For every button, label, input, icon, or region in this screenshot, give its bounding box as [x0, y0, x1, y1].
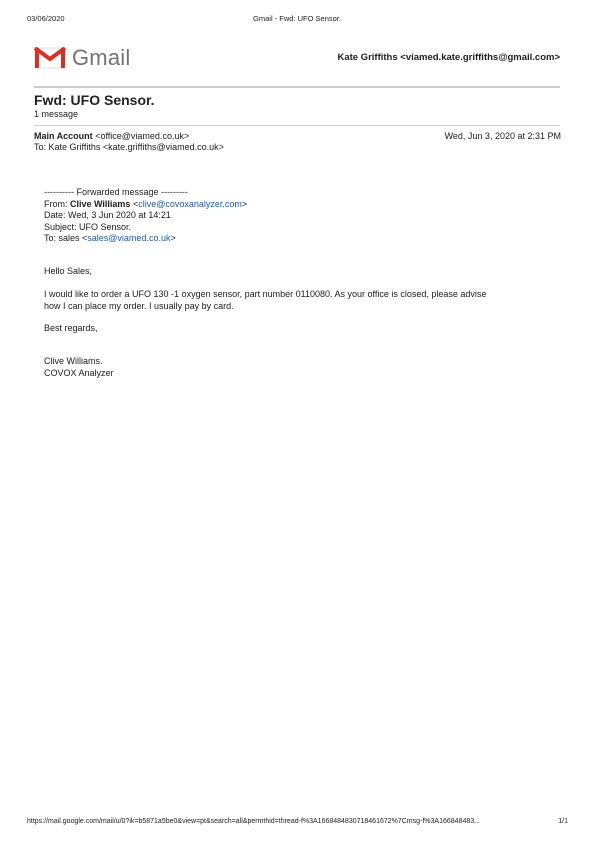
forwarded-to-email-link[interactable]: sales@viamed.co.uk	[87, 233, 171, 243]
forwarded-from-email-link[interactable]: clive@covoxanalyzer.com	[138, 198, 242, 209]
forwarded-date: Date: Wed, 3 Jun 2020 at 14:21	[44, 210, 171, 220]
forwarded-separator: ---------- Forwarded message ---------	[44, 187, 188, 197]
body-line-1: I would like to order a UFO 130 -1 oxygen sensor, part number 0110080. As your office is closed, please advise	[44, 289, 487, 299]
signature-company: COVOX Analyzer	[44, 367, 114, 378]
print-date: 03/06/2020	[27, 14, 65, 23]
body-greeting: Hello Sales,	[44, 266, 93, 276]
signature-name: Clive Williams.	[44, 356, 103, 366]
footer-url: https://mail.google.com/mail/u/0?ik=b5871a5be0&view=pt&search=all&permthid=thread-f%3A1668484830718461672%7Cmsg-f%3A166848483...	[27, 818, 480, 825]
message-sender	[34, 131, 189, 141]
account-name: Kate Griffiths <viamed.kate.griffiths@gmail.com>	[337, 52, 560, 63]
forwarded-from: From: Clive Williams <clive@covoxanalyzer.com>	[44, 198, 248, 209]
forwarded-to: To: sales <sales@viamed.co.uk>	[44, 233, 176, 243]
forwarded-from-name: Clive Williams	[70, 198, 131, 209]
body-closing: Best regards,	[44, 323, 98, 333]
print-title: Gmail - Fwd: UFO Sensor.	[253, 14, 341, 23]
gmail-logo[interactable]	[34, 44, 134, 72]
sender-name: Main Account	[34, 131, 93, 141]
body-paragraph	[44, 289, 486, 312]
footer-page-number: 1/1	[558, 818, 568, 825]
message-date: Wed, Jun 3, 2020 at 2:31 PM	[444, 131, 561, 141]
sender-email: <office@viamed.co.uk>	[95, 131, 190, 141]
thread-divider	[34, 125, 560, 126]
thread-subject: Fwd: UFO Sensor.	[34, 92, 155, 108]
gmail-envelope-icon	[34, 47, 66, 69]
forwarded-block	[44, 187, 247, 245]
gmail-wordmark: Gmail	[72, 45, 131, 70]
signature	[44, 356, 114, 379]
message-count: 1 message	[34, 109, 79, 119]
body-line-2: how I can place my order. I usually pay by card.	[44, 300, 234, 311]
message-recipient: To: Kate Griffiths <kate.griffiths@viamed.co.uk>	[34, 142, 224, 152]
forwarded-subject: Subject: UFO Sensor.	[44, 221, 132, 232]
header-divider	[34, 86, 560, 88]
